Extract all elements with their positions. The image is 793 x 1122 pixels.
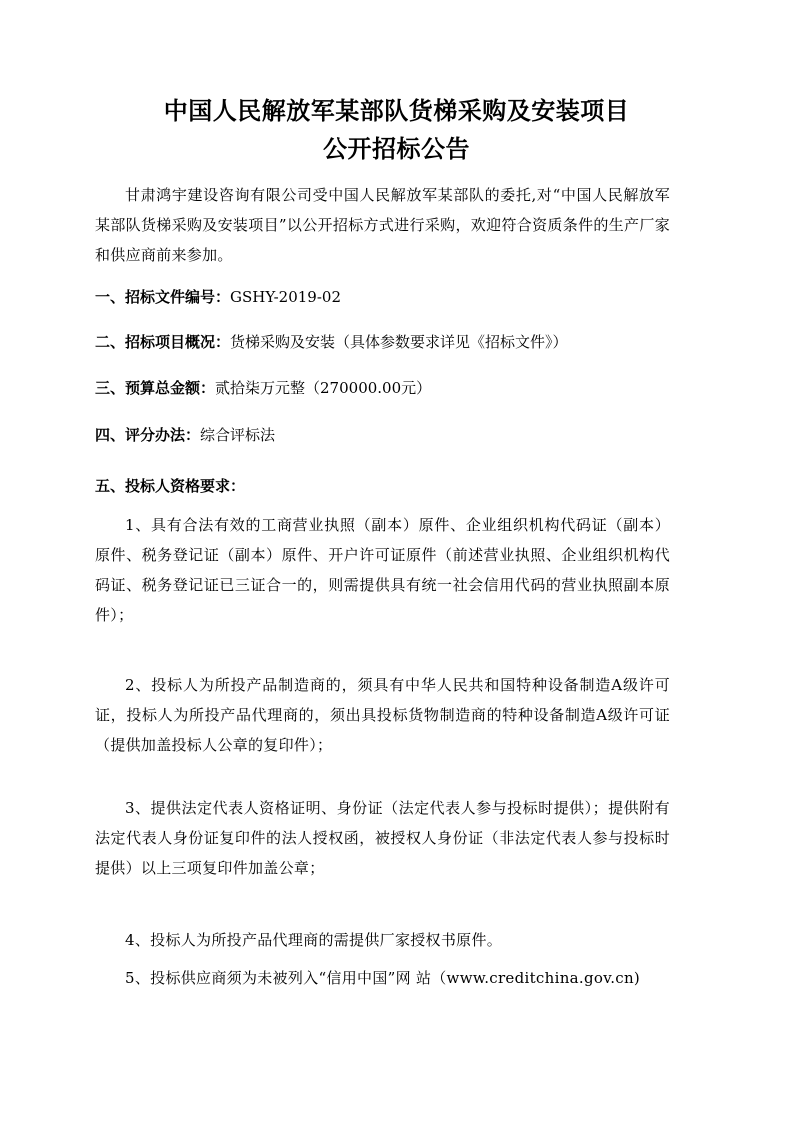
section-bidder-qualifications	[95, 474, 695, 498]
section-value: GSHY-2019-02	[230, 288, 342, 306]
section-project-overview	[95, 330, 695, 354]
section-budget	[95, 376, 695, 400]
document-subtitle: 公开招标公告	[323, 135, 470, 163]
requirement-item-5: 5、投标供应商须为未被列入“信用中国”网 站（www.creditchina.gov.cn)	[125, 969, 641, 987]
requirement-item-4: 4、投标人为所投产品代理商的需提供厂家授权书原件。	[125, 931, 503, 949]
section-label: 二、招标项目概况：	[95, 333, 231, 351]
section-label: 四、评分办法：	[95, 426, 201, 444]
requirement-item-3: 3、提供法定代表人资格证明、身份证（法定代表人参与投标时提供）；提供附有法定代表人身份证复印件的法人授权函，被授权人身份证（非法定代表人参与投标时提供）以上三项复印件加盖公章；	[95, 799, 670, 877]
requirement-item-1: 1、具有合法有效的工商营业执照（副本）原件、企业组织机构代码证（副本）原件、税务登记证（副本）原件、开户许可证原件（前述营业执照、企业组织机构代码证、税务登记证已三证合一的，则需提供具有统一社会信用代码的营业执照副本原件）；	[95, 516, 670, 624]
section-label: 一、招标文件编号：	[95, 288, 231, 306]
document-title: 中国人民解放军某部队货梯采购及安装项目	[163, 97, 630, 125]
section-label: 三、预算总金额：	[95, 379, 216, 397]
section-scoring-method	[95, 423, 695, 447]
section-document-number	[95, 285, 695, 309]
section-label: 五、投标人资格要求：	[95, 477, 246, 495]
section-value: 货梯采购及安装（具体参数要求详见《招标文件》）	[230, 333, 568, 351]
section-value: 贰拾柒万元整（270000.00元）	[215, 379, 432, 397]
requirement-item-2: 2、投标人为所投产品制造商的，须具有中华人民共和国特种设备制造A级许可证，投标人为所投产品代理商的，须出具投标货物制造商的特种设备制造A级许可证（提供加盖投标人公章的复印件）；	[95, 676, 670, 754]
intro-paragraph: 甘肃鸿宇建设咨询有限公司受中国人民解放军某部队的委托,对“中国人民解放军某部队货梯采购及安装项目”以公开招标方式进行采购，欢迎符合资质条件的生产厂家和供应商前来参加。	[95, 186, 670, 264]
section-value: 综合评标法	[200, 426, 276, 444]
